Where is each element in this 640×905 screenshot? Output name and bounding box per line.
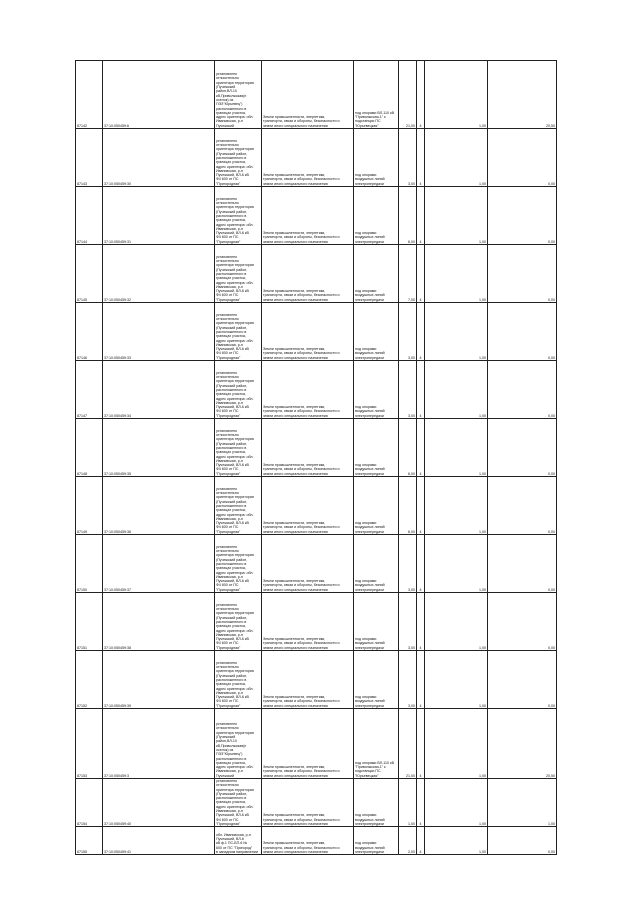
cell-permitted-use: под опорами воздушных линий электропередачи <box>354 245 399 303</box>
cell-area: 6,00 <box>399 187 417 245</box>
cell-coefficient: 1,00 <box>425 477 488 535</box>
cell-area: 6,00 <box>399 419 417 477</box>
cell-number: 87154 <box>76 779 103 827</box>
cell-coefficient: 1,00 <box>425 419 488 477</box>
cell-number: 87149 <box>76 477 103 535</box>
cell-cadastral-number: 37:10:050459:31 <box>103 187 215 245</box>
cell-coefficient: 1,00 <box>425 709 488 779</box>
cell-number: 87155 <box>76 827 103 855</box>
cell-cadastral-number: 37:10:050459:37 <box>103 535 215 593</box>
cell-unit-code: 4 <box>417 61 425 129</box>
cell-permitted-use: под опорами воздушных линий электропередачи <box>354 535 399 593</box>
cell-location: установлено относительно ориентира территория (Пучежский район, расположенного в границах участка, адрес ориентира: обл. Ивановская, р-н Пучежский, ВЛ-6 кВ Ф4 600 от ПС "Пригородная" <box>215 535 262 593</box>
cell-value: 0,00 <box>488 535 557 593</box>
cell-permitted-use: под опорами воздушных линий электропередачи <box>354 651 399 709</box>
cell-value: 0,00 <box>488 303 557 361</box>
cell-land-category: Земли промышленности, энергетики, транспорта, связи и обороны, безопасности и земли иного специального назначения <box>262 651 354 709</box>
cell-number: 87144 <box>76 187 103 245</box>
cell-value: 0,00 <box>488 651 557 709</box>
cell-coefficient: 1,00 <box>425 361 488 419</box>
cell-area: 7,00 <box>399 245 417 303</box>
cell-value: 0,00 <box>488 827 557 855</box>
cell-unit-code: 4 <box>417 779 425 827</box>
cell-cadastral-number: 37:10:050459:6 <box>103 61 215 129</box>
cell-number: 87150 <box>76 535 103 593</box>
cell-permitted-use: под опорами воздушных линий электропередачи <box>354 779 399 827</box>
land-plots-table <box>75 60 557 855</box>
cell-land-category: Земли промышленности, энергетики, транспорта, связи и обороны, безопасности и земли иного специального назначения <box>262 477 354 535</box>
cell-area: 2,00 <box>399 827 417 855</box>
cell-land-category: Земли промышленности, энергетики, транспорта, связи и обороны, безопасности и земли иного специального назначения <box>262 303 354 361</box>
cell-location: установлено относительно ориентира территория (Пучежский район, расположенного в границах участка, адрес ориентира: обл. Ивановская, р-н Пучежский, ВЛ-6 кВ Ф4 600 от ПС "Пригородная" <box>215 779 262 827</box>
cell-land-category: Земли промышленности, энергетики, транспорта, связи и обороны, безопасности и земли иного специального назначения <box>262 187 354 245</box>
cell-coefficient: 1,00 <box>425 303 488 361</box>
cell-unit-code: 4 <box>417 419 425 477</box>
table-body <box>76 61 557 855</box>
table-row <box>76 245 557 303</box>
cell-permitted-use: под опорами воздушных линий электропередачи <box>354 129 399 187</box>
cell-unit-code: 4 <box>417 535 425 593</box>
cell-permitted-use: под опорами воздушных линий электропередачи <box>354 187 399 245</box>
cell-permitted-use: под опорами ВЛ-110 кВ "Приволжская-1" к подстанции ПС "Юрьевецкая" <box>354 61 399 129</box>
cell-permitted-use: под опорами воздушных линий электропередачи <box>354 303 399 361</box>
cell-unit-code: 4 <box>417 709 425 779</box>
cell-coefficient: 1,00 <box>425 245 488 303</box>
cell-unit-code: 4 <box>417 361 425 419</box>
cell-location: установлено относительно ориентира территория (Пучежский район,ВЛ-10 кВ,Приволжская(п оселок) из ПЭЗ"Юрьевец") расположенного в границах участка, адрес ориентира: обл. Ивановская, р-н Пучежский <box>215 709 262 779</box>
cell-permitted-use: под опорами воздушных линий электропередачи <box>354 593 399 651</box>
cell-coefficient: 1,00 <box>425 651 488 709</box>
cell-cadastral-number: 37:10:050459:34 <box>103 361 215 419</box>
cell-area: 3,00 <box>399 593 417 651</box>
table-row <box>76 827 557 855</box>
cell-cadastral-number: 37:10:050459:40 <box>103 779 215 827</box>
cell-area: 3,00 <box>399 303 417 361</box>
cell-number: 87152 <box>76 651 103 709</box>
cell-cadastral-number: 37:10:050459:30 <box>103 129 215 187</box>
spreadsheet-page <box>75 60 556 855</box>
table-row <box>76 477 557 535</box>
cell-value: 1,00 <box>488 779 557 827</box>
cell-location: установлено относительно ориентира территория (Пучежский район, расположенного в границах участка, адрес ориентира: обл. Ивановская, р-н Пучежский, ВЛ-6 кВ Ф4 600 от ПС "Пригородная" <box>215 245 262 303</box>
cell-land-category: Земли промышленности, энергетики, транспорта, связи и обороны, безопасности и земли иного специального назначения <box>262 61 354 129</box>
cell-cadastral-number: 37:10:050459:38 <box>103 593 215 651</box>
cell-location: обл. Ивановская, р-н Пучежский, ВЛ-6 кВ ф.1 ПС-БП-6 № 600 от ПС "Пригород" в западном направлении <box>215 827 262 855</box>
cell-cadastral-number: 37:10:050459:35 <box>103 419 215 477</box>
cell-land-category: Земли промышленности, энергетики, транспорта, связи и обороны, безопасности и земли иного специального назначения <box>262 419 354 477</box>
cell-location: установлено относительно ориентира территория (Пучежский район, расположенного в границах участка, адрес ориентира: обл. Ивановская, р-н Пучежский, ВЛ-6 кВ Ф4 600 от ПС "Пригородная" <box>215 187 262 245</box>
cell-location: установлено относительно ориентира территория (Пучежский район, расположенного в границах участка, адрес ориентира: обл. Ивановская, р-н Пучежский, ВЛ-6 кВ Ф4 600 от ПС "Пригородная" <box>215 477 262 535</box>
table-row <box>76 779 557 827</box>
cell-value: 0,00 <box>488 593 557 651</box>
cell-area: 21,00 <box>399 61 417 129</box>
cell-location: установлено относительно ориентира территория (Пучежский район, расположенного в границах участка, адрес ориентира: обл. Ивановская, р-н Пучежский, ВЛ-6 кВ Ф4 600 от ПС "Пригородная" <box>215 593 262 651</box>
cell-value: 20,50 <box>488 61 557 129</box>
cell-unit-code: 4 <box>417 303 425 361</box>
cell-unit-code: 4 <box>417 477 425 535</box>
table-row <box>76 303 557 361</box>
cell-coefficient: 1,00 <box>425 593 488 651</box>
cell-location: установлено относительно ориентира территория (Пучежский район, расположенного в границах участка, адрес ориентира: обл. Ивановская, р-н Пучежский, ВЛ-6 кВ Ф4 600 от ПС "Пригородная" <box>215 651 262 709</box>
cell-land-category: Земли промышленности, энергетики, транспорта, связи и обороны, безопасности и земли иного специального назначения <box>262 245 354 303</box>
cell-number: 87148 <box>76 419 103 477</box>
cell-cadastral-number: 37:10:050459:39 <box>103 651 215 709</box>
cell-land-category: Земли промышленности, энергетики, транспорта, связи и обороны, безопасности и земли иного специального назначения <box>262 535 354 593</box>
cell-unit-code: 4 <box>417 827 425 855</box>
cell-value: 0,00 <box>488 419 557 477</box>
cell-area: 3,00 <box>399 535 417 593</box>
cell-land-category: Земли промышленности, энергетики, транспорта, связи и обороны, безопасности и земли иного специального назначения <box>262 129 354 187</box>
cell-number: 87143 <box>76 129 103 187</box>
cell-area: 3,00 <box>399 651 417 709</box>
cell-coefficient: 1,00 <box>425 535 488 593</box>
cell-permitted-use: под опорами воздушных линий электропередачи <box>354 477 399 535</box>
cell-unit-code: 4 <box>417 245 425 303</box>
cell-land-category: Земли промышленности, энергетики, транспорта, связи и обороны, безопасности и земли иного специального назначения <box>262 709 354 779</box>
table-row <box>76 419 557 477</box>
cell-value: 0,00 <box>488 477 557 535</box>
cell-area: 21,00 <box>399 709 417 779</box>
cell-unit-code: 4 <box>417 593 425 651</box>
cell-coefficient: 1,00 <box>425 779 488 827</box>
cell-number: 87146 <box>76 303 103 361</box>
cell-area: 6,00 <box>399 477 417 535</box>
cell-coefficient: 1,00 <box>425 129 488 187</box>
table-row <box>76 61 557 129</box>
table-row <box>76 535 557 593</box>
cell-value: 20,50 <box>488 709 557 779</box>
cell-land-category: Земли промышленности, энергетики, транспорта, связи и обороны, безопасности и земли иного специального назначения <box>262 593 354 651</box>
cell-unit-code: 4 <box>417 129 425 187</box>
cell-permitted-use: под опорами воздушных линий электропередачи <box>354 361 399 419</box>
table-row <box>76 361 557 419</box>
cell-permitted-use: под опорами воздушных линий электропередачи <box>354 419 399 477</box>
cell-cadastral-number: 37:10:050459:32 <box>103 245 215 303</box>
cell-number: 87151 <box>76 593 103 651</box>
cell-cadastral-number: 37:10:050459:3 <box>103 709 215 779</box>
cell-value: 0,00 <box>488 129 557 187</box>
cell-unit-code: 4 <box>417 187 425 245</box>
cell-location: установлено относительно ориентира территория (Пучежский район, расположенного в границах участка, адрес ориентира: обл. Ивановская, р-н Пучежский, ВЛ-6 кВ Ф4 600 от ПС "Пригородная" <box>215 303 262 361</box>
table-row <box>76 187 557 245</box>
table-row <box>76 651 557 709</box>
cell-land-category: Земли промышленности, энергетики, транспорта, связи и обороны, безопасности и земли иного специального назначения <box>262 361 354 419</box>
table-row <box>76 129 557 187</box>
cell-number: 87147 <box>76 361 103 419</box>
table-row <box>76 593 557 651</box>
cell-location: установлено относительно ориентира территория (Пучежский район, расположенного в границах участка, адрес ориентира: обл. Ивановская, р-н Пучежский, ВЛ-6 кВ Ф4 600 от ПС "Пригородная" <box>215 419 262 477</box>
cell-value: 0,00 <box>488 245 557 303</box>
cell-permitted-use: под опорами воздушных линий электропередачи <box>354 827 399 855</box>
cell-location: установлено относительно ориентира территория (Пучежский район, расположенного в границах участка, адрес ориентира: обл. Ивановская, р-н Пучежский, ВЛ-6 кВ Ф4 600 от ПС "Пригородная" <box>215 361 262 419</box>
cell-area: 3,00 <box>399 129 417 187</box>
table-row <box>76 709 557 779</box>
cell-value: 0,00 <box>488 361 557 419</box>
cell-land-category: Земли промышленности, энергетики, транспорта, связи и обороны, безопасности и земли иного специального назначения <box>262 779 354 827</box>
cell-number: 87142 <box>76 61 103 129</box>
cell-coefficient: 1,00 <box>425 827 488 855</box>
cell-number: 87153 <box>76 709 103 779</box>
cell-coefficient: 1,00 <box>425 187 488 245</box>
cell-land-category: Земли промышленности, энергетики, транспорта, связи и обороны, безопасности и земли иного специального назначения <box>262 827 354 855</box>
cell-number: 87145 <box>76 245 103 303</box>
cell-location: установлено относительно ориентира территория (Пучежский район, расположенного в границах участка, адрес ориентира: обл. Ивановская, р-н Пучежский, ВЛ-6 кВ Ф4 600 от ПС "Пригородная" <box>215 129 262 187</box>
cell-coefficient: 1,00 <box>425 61 488 129</box>
cell-cadastral-number: 37:10:050459:33 <box>103 303 215 361</box>
cell-value: 0,00 <box>488 187 557 245</box>
cell-location: установлено относительно ориентира территория (Пучежский район,ВЛ-10 кВ,Приволжская(п оселок) из ПЭЗ"Юрьевец") расположенного в границах участка, адрес ориентира: обл. Ивановская, р-н Пучежский <box>215 61 262 129</box>
cell-permitted-use: под опорами ВЛ-110 кВ "Приволжская-1" к подстанции ПС "Юрьевецкая" <box>354 709 399 779</box>
cell-cadastral-number: 37:10:050459:41 <box>103 827 215 855</box>
cell-area: 3,00 <box>399 361 417 419</box>
cell-cadastral-number: 37:10:050459:36 <box>103 477 215 535</box>
cell-unit-code: 4 <box>417 651 425 709</box>
cell-area: 1,00 <box>399 779 417 827</box>
